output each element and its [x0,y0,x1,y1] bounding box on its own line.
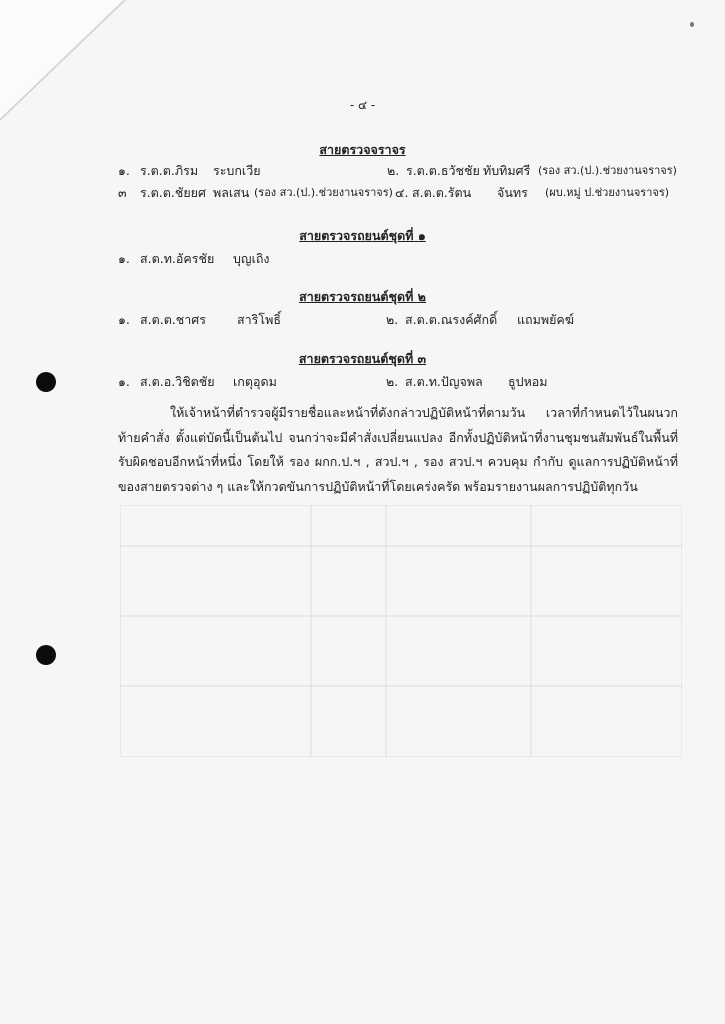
officer-name: ร.ต.ต.ธวัชชัย [406,163,480,178]
punch-hole [36,645,56,665]
officer-name: ร.ต.ต.ภิรม [140,163,199,178]
paragraph-text: ให้เจ้าหน้าที่ตำรวจผู้มีรายชื่อและหน้าที่ดังกล่าวปฏิบัติหน้าที่ตามวัน เวลาที่กำหนดไว้ในผนวกท้ายคำสั่ง ตั้งแต่บัดนี้เป็นต้นไป จนกว่าจะมีคำสั่งเปลี่ยนแปลง อีกทั้งปฏิบัติหน้าที่งานชุมชนสัมพันธ์ในพื้นที่รับผิดชอบอีกหน้าที่หนึ่ง โดยให้ รอง ผกก.ป.ฯ , สวป.ฯ , รอง สวป.ฯ ควบคุม กำกับ ดูแลการปฏิบัติหน้าที่ของสายตรวจต่าง ๆ และให้กวดขันการปฏิบัติหน้าที่โดยเคร่งครัด พร้อมรายงานผลการปฏิบัติทุกวัน [118,405,678,494]
item-number: ๑. [118,312,130,327]
officer-surname: แถมพยัคฆ์ [517,312,575,327]
item-number: ๒. [386,312,399,327]
page-number: - ๔ - [349,98,376,112]
bleed-through-line [530,505,532,757]
scan-speck [690,22,694,27]
item-number: ๔. [395,185,409,200]
officer-surname: จันทร [497,185,528,200]
officer-surname: บุญเถิง [233,251,270,266]
item-number: ๑. [118,251,130,266]
officer-surname: พลเสน [213,185,250,200]
section-heading: สายตรวจรถยนต์ชุดที่ ๒ [299,289,426,304]
punch-hole [36,372,56,392]
bleed-through-table [120,505,682,757]
officer-name: ส.ต.ท.ปัญจพล [405,374,483,389]
officer-name: ร.ต.ต.ชัยยศ [140,185,206,200]
officer-surname: ระบกเวีย [213,163,261,178]
section-heading: สายตรวจจราจร [319,142,406,157]
item-number: ๓ [118,185,127,200]
officer-note: (รอง สว.(ป.).ช่วยงานจราจร) [254,186,393,199]
bleed-through-line [310,505,312,757]
officer-name: ส.ต.ท.อัครชัย [140,251,215,266]
officer-note: (ผบ.หมู่ ป.ช่วยงานจราจร) [545,186,670,199]
officer-surname: เกตุอุดม [233,374,277,389]
item-number: ๑. [118,374,130,389]
bleed-through-line [385,505,387,757]
bleed-through-line [120,615,682,617]
officer-surname: ธูปหอม [508,374,548,389]
item-number: ๑. [118,163,130,178]
section-heading: สายตรวจรถยนต์ชุดที่ ๑ [299,228,426,243]
officer-surname: สาริโพธิ์ [237,312,281,327]
officer-surname: ทับทิมศรี [483,163,531,178]
officer-note: (รอง สว.(ป.).ช่วยงานจราจร) [538,164,677,177]
bleed-through-line [120,545,682,547]
item-number: ๒. [387,163,400,178]
section-heading: สายตรวจรถยนต์ชุดที่ ๓ [298,351,427,366]
officer-name: ส.ต.ต.รัตน [412,185,472,200]
bleed-through-line [120,685,682,687]
item-number: ๒. [386,374,399,389]
officer-name: ส.ต.อ.วิชิตชัย [140,374,215,389]
officer-name: ส.ต.ต.ณรงค์ศักดิ์ [405,312,498,327]
officer-name: ส.ต.ต.ชาศร [140,312,206,327]
order-paragraph [118,401,678,499]
